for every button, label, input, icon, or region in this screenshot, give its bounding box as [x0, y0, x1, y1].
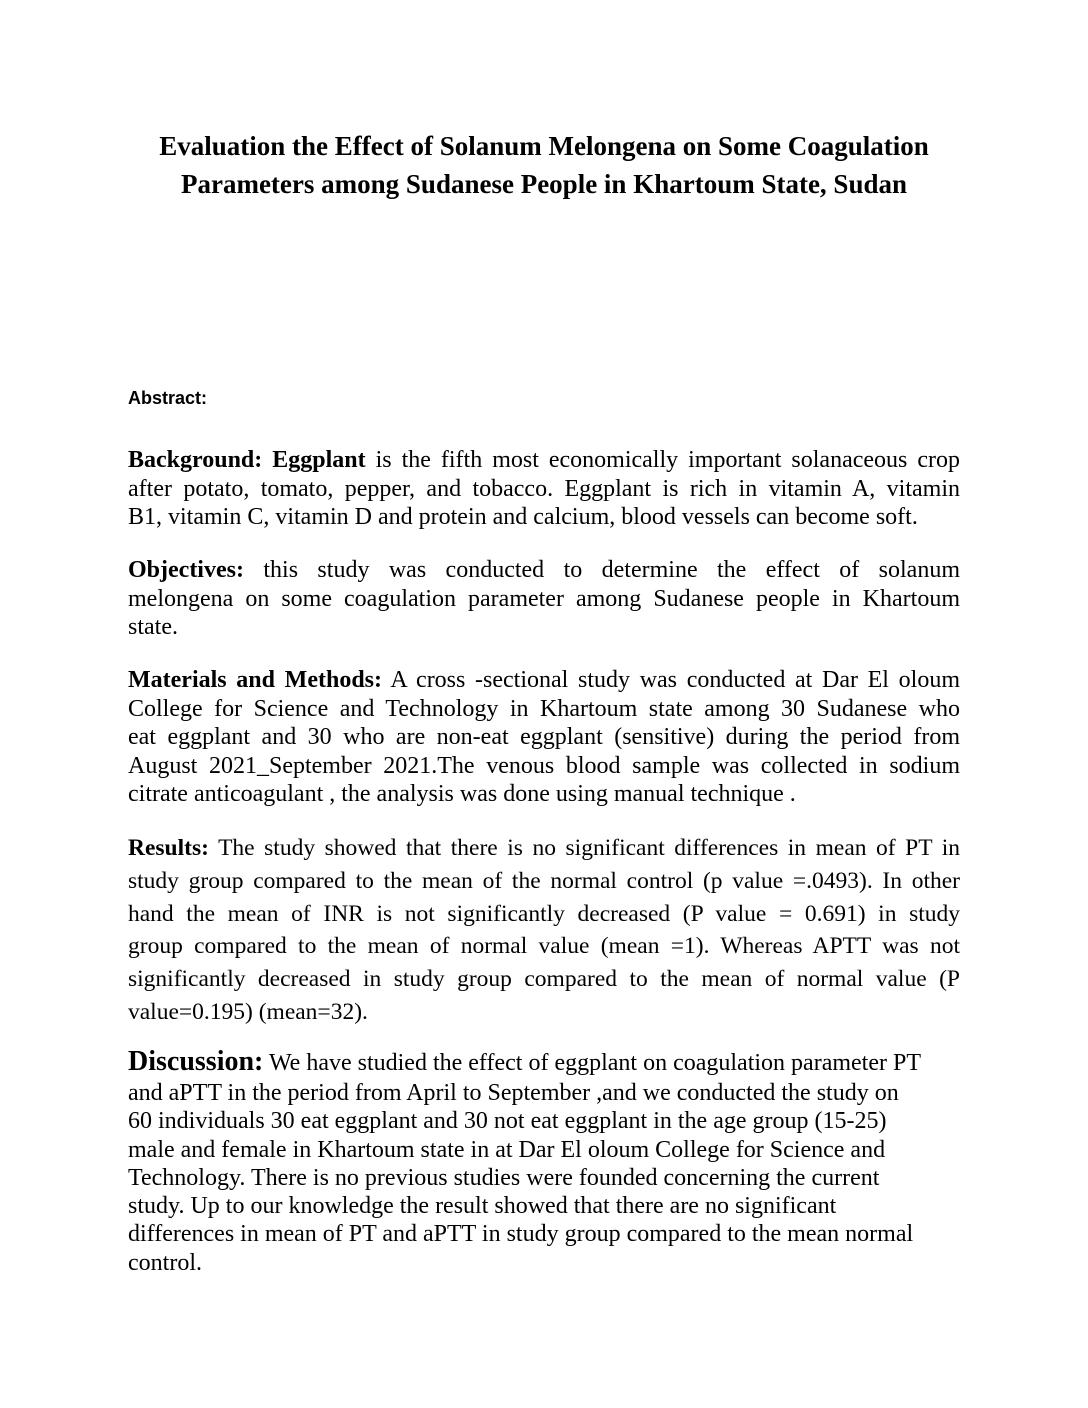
text: is the fifth most economically important solanaceous crop — [365, 447, 960, 473]
background-label: Background: — [128, 447, 263, 473]
text-line: College for Science and Technology in Khartoum state among 30 Sudanese who — [128, 695, 960, 722]
text-line: control. — [128, 1249, 202, 1276]
objectives-label: Objectives: — [128, 557, 244, 583]
eggplant-term: Eggplant — [272, 447, 366, 473]
text-line: study group compared to the mean of the normal control (p value =.0493). In other — [128, 867, 960, 894]
abstract-heading: Abstract: — [128, 388, 208, 408]
text-line: study. Up to our knowledge the result showed that there are no significant — [128, 1193, 837, 1220]
text-line: differences in mean of PT and aPTT in study group compared to the mean normal — [128, 1221, 914, 1248]
text: A cross -sectional study was conducted at Dar El oloum — [382, 667, 960, 693]
text-line: August 2021_September 2021.The venous blood sample was collected in sodium — [128, 752, 960, 779]
text-line: B1, vitamin C, vitamin D and protein and calcium, blood vessels can become soft. — [128, 504, 918, 531]
methods-paragraph — [128, 666, 960, 809]
text-line: eat eggplant and 30 who are non-eat eggplant (sensitive) during the period from — [128, 724, 960, 751]
text-line: significantly decreased in study group compared to the mean of normal value (P — [128, 966, 960, 993]
text-line: group compared to the mean of normal value (mean =1). Whereas APTT was not — [128, 933, 960, 960]
text: We have studied the effect of eggplant on coagulation parameter PT — [263, 1050, 921, 1076]
text-line: citrate anticoagulant , the analysis was done using manual technique . — [128, 781, 796, 808]
discussion-label: Discussion: — [128, 1046, 264, 1077]
title-line-1: Evaluation the Effect of Solanum Melongena on Some Coagulation — [159, 131, 929, 161]
results-paragraph — [128, 832, 960, 1029]
text-line: after potato, tomato, pepper, and tobacco. Eggplant is rich in vitamin A, vitamin — [128, 475, 960, 502]
objectives-paragraph — [128, 556, 960, 642]
text-line: and aPTT in the period from April to September ,and we conducted the study on — [128, 1080, 899, 1106]
text-line: male and female in Khartoum state in at Dar El oloum College for Science and — [128, 1136, 886, 1163]
text-line: Technology. There is no previous studies were founded concerning the current — [128, 1164, 880, 1191]
text-line: melongena on some coagulation parameter among Sudanese people in Khartoum — [128, 585, 960, 612]
title-line-2: Parameters among Sudanese People in Khartoum State, Sudan — [180, 169, 907, 199]
text-line: value=0.195) (mean=32). — [128, 998, 368, 1025]
text-line: 60 individuals 30 eat eggplant and 30 not eat eggplant in the age group (15-25) — [128, 1108, 887, 1135]
text-line: state. — [128, 614, 178, 641]
text: this study was conducted to determine the effect of solanum — [243, 557, 960, 583]
text-line: hand the mean of INR is not significantly decreased (P value = 0.691) in study — [128, 900, 960, 927]
background-paragraph — [128, 446, 960, 532]
methods-label: Materials and Methods: — [128, 667, 382, 693]
paper-title — [0, 127, 1088, 203]
discussion-paragraph — [128, 1045, 960, 1277]
text: The study showed that there is no significant differences in mean of PT in — [208, 835, 960, 861]
results-label: Results: — [128, 835, 209, 861]
